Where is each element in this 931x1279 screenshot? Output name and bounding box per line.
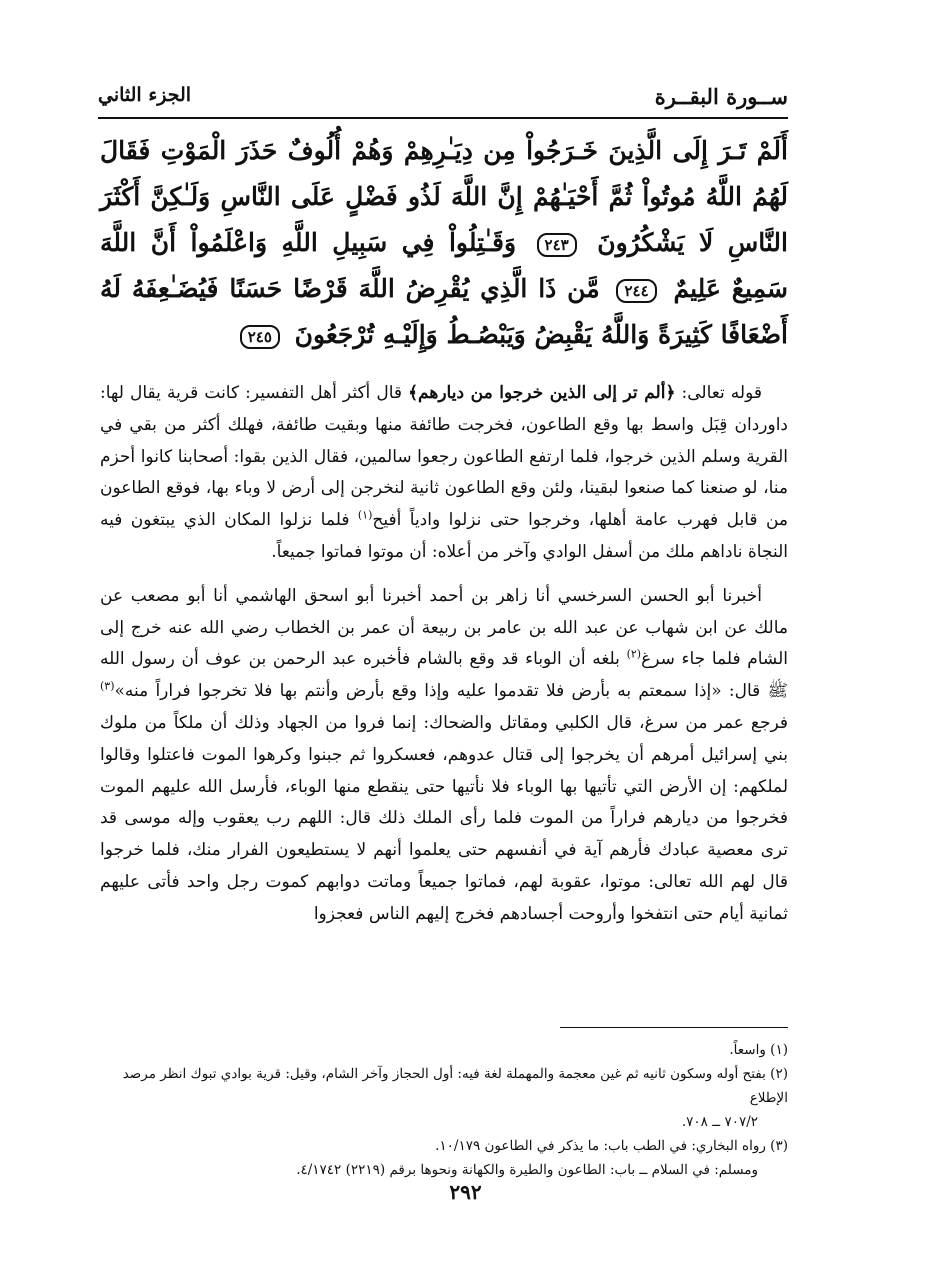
verse-line: أَلَمْ تَـرَ إِلَى الَّذِينَ خَـرَجُواْ مِن دِيَـٰرِهِمْ وَهُمْ أُلُوفٌ حَذَرَ الْمَوْتِ فَقَالَ لَهُمُ xyxy=(100,136,788,211)
verse-number-marker: ٢٤٥ xyxy=(240,325,280,349)
page-number: ٢٩٢ xyxy=(449,1180,482,1204)
verse-line: وَيَبْصُـطُ وَإِلَيْـهِ تُرْجَعُونَ xyxy=(294,320,526,349)
footnote-reference: (٣) xyxy=(100,679,115,693)
footnote-reference: (٢) xyxy=(626,647,642,661)
footnote: (٣) رواه البخاري: في الطب باب: ما يذكر في الطاعون ١٠/١٧٩. xyxy=(435,1138,788,1154)
paragraph-text: فرجع عمر من سرغ، قال الكلبي ومقاتل والضحاك: إنما فروا من الجهاد وذلك أن ملكاً من ملوك بني إسرائيل أمرهم أن يخرجوا إلى قتال عدوهم، فعسكروا ثم جبنوا وكرهوا الموت فاعتلوا وقالوا لملكهم: إن الأرض التي تأتيها بها الوباء فلا نأتيها حتى ينقطع منها الوباء، فأرسل الله عليهم الموت فخرجوا من ديارهم فراراً من الموت فلما رأى الملك ذلك قال: اللهم رب يعقوب وإله موسى قد ترى معصية عبادك فأرهم آية في أنفسهم حتى يعلموا أنهم لا يستطيعون الفرار منك، فلما خرجوا قال لهم الله تعالى: موتوا، عقوبة لهم، فماتوا جميعاً وماتت دوابهم كموت رجل واحد فأتى عليهم ثمانية أيام حتى انتفخوا وأروحت أجسادهم فخرج إليهم الناس فعجزوا xyxy=(100,712,788,924)
paragraph-text: بلغه أن الوباء قد وقع بالشام فأخبره عبد الرحمن بن عوف أن رسول الله ﷺ قال: «إذا سمعتم به بأرض فلا تقدموا عليه وإذا وقع بأرض وأنتم بها فلا تخرجوا فراراً منه» xyxy=(100,649,788,702)
verse-line: وَقَـٰتِلُواْ فِي سَبِيلِ اللَّهِ وَاعْلَمُواْ أَنَّ اللَّهَ سَمِيعٌ عَلِيمٌ xyxy=(100,228,788,303)
footnote-divider xyxy=(560,1027,788,1028)
footnote-continuation: ومسلم: في السلام ــ باب: الطاعون والطيرة والكهانة ونحوها برقم (٢٢١٩) ٤/١٧٤٢. xyxy=(296,1162,758,1178)
verse-number-marker: ٢٤٣ xyxy=(537,233,577,257)
commentary-paragraph xyxy=(100,581,788,931)
running-header xyxy=(98,82,788,118)
verse-line: لَا يَشْكُرُونَ xyxy=(597,228,714,257)
footnote-reference: (١) xyxy=(357,508,373,522)
juz-name: الجزء الثاني xyxy=(98,84,192,106)
footnote-continuation: ٧٠٧/٢ ــ ٧٠٨. xyxy=(681,1114,758,1130)
paragraph-text: أخبرنا أبو الحسن السرخسي أنا زاهر بن أحمد أخبرنا أبو اسحق الهاشمي أنا أبو مصعب عن مالك عن ابن شهاب عن عبد الله بن عامر بن ربيعة أن عمر بن الخطاب رضي الله عنه خرج إلى الشام فلما جاء سرغ xyxy=(100,585,789,670)
quoted-verse: ﴿ألم تر إلى الذين خرجوا من ديارهم﴾ xyxy=(408,383,676,403)
footnotes xyxy=(100,1038,788,1182)
surah-name: ســورة البقــرة xyxy=(654,84,788,109)
quran-verses xyxy=(100,128,788,368)
footnote: (١) واسعاً. xyxy=(729,1042,788,1058)
commentary-paragraph xyxy=(100,378,788,569)
verse-line: اللَّهُ مُوتُواْ ثُمَّ أَحْيَـٰهُمْ إِنَّ اللَّهَ لَذُو فَضْلٍ عَلَى النَّاسِ وَلَـٰكِنَّ أَكْثَرَ النَّاسِ xyxy=(100,182,788,257)
tafsir-commentary xyxy=(100,378,788,931)
verse-line: مَّن ذَا الَّذِي يُقْرِضُ اللَّهَ قَرْضًا حَسَنًا فَيُضَـٰعِفَهُ لَهُ أَضْعَافًا كَثِيرَةً وَاللَّهُ يَقْبِضُ xyxy=(100,274,788,349)
paragraph-lead: قوله تعالى: xyxy=(675,383,762,403)
paragraph-text: قال أكثر أهل التفسير: كانت قرية يقال لها: داوردان قِبَل واسط بها وقع الطاعون، فخرجت طائفة منها وبقيت طائفة، فهلك أكثر من بقي في القرية وسلم الذين خرجوا، فلما ارتفع الطاعون رجعوا سالمين، فقال الذين بقوا: أصحابنا كانوا أحزم منا، لو صنعنا كما صنعوا لبقينا، ولئن وقع الطاعون ثانية لنخرجن إلى أرض لا وباء بها، فوقع الطاعون من قابل فهرب عامة أهلها، وخرجوا حتى نزلوا وادياً أفيح xyxy=(100,383,788,531)
header-divider xyxy=(98,117,788,119)
footnote: (٢) بفتح أوله وسكون ثانيه ثم غين معجمة والمهملة لغة فيه: أول الحجاز وآخر الشام، وقيل: قرية بوادي تبوك انظر مرصد الإطلاع xyxy=(122,1066,788,1106)
verse-number-marker: ٢٤٤ xyxy=(616,279,656,303)
paragraph-text: فلما نزلوا المكان الذي يبتغون فيه النجاة ناداهم ملك من أسفل الوادي وآخر من أعلاه: أن موتوا فماتوا جميعاً. xyxy=(100,510,788,562)
